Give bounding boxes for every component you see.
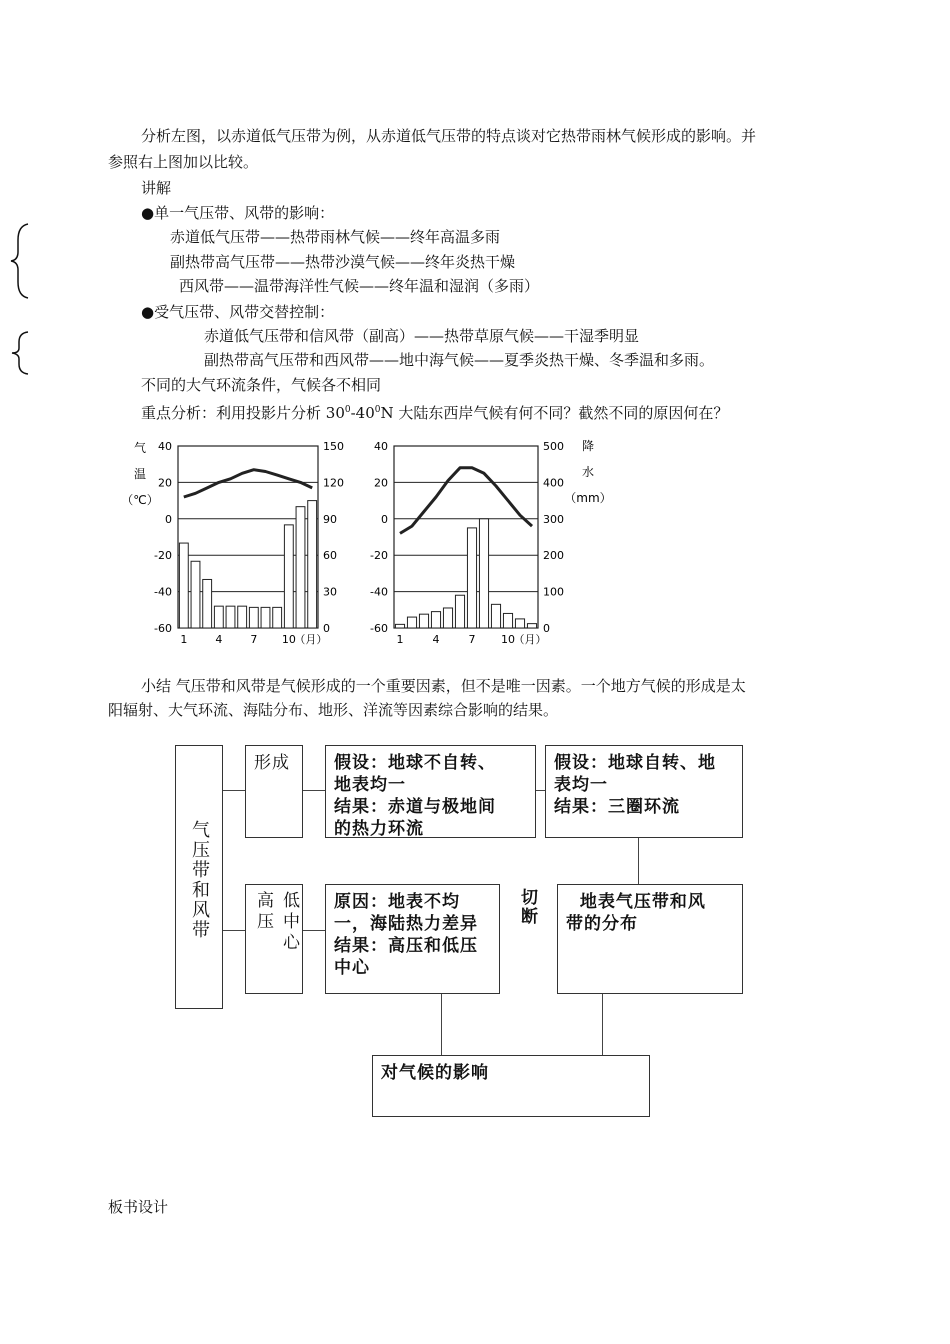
connector-main-highlow [222,930,245,931]
y-left-tick-label: -40 [370,585,388,599]
y-left-tick-label: 40 [374,440,388,453]
y-left-tick-label: 0 [381,512,388,526]
y-left-tick-label: -20 [370,549,388,563]
precip-bar [443,608,452,628]
box-surface-distribution [557,884,743,994]
precip-bar [455,595,464,628]
y-right-tick-label: 90 [323,512,337,526]
main-topic-label: 气压带和风带 [189,820,210,940]
para-key-analysis: 重点分析：利用投影片分析 $30^0-40^0N$ 大陆东西岸气候有何不同？截然不同的原因何在？ [141,404,729,422]
high-low-col1: 高压 [253,891,273,933]
precip-bar [249,607,258,628]
precip-bar [407,617,416,628]
heading-jiangjie: 讲解 [141,179,172,197]
y-left-tick-label: -60 [154,622,172,635]
y-left-tick-label: 20 [158,476,172,490]
y-right-tick-label: 120 [323,476,344,490]
item-westerlies: 西风带——温带海洋性气候——终年温和湿润（多雨） [179,277,540,295]
precip-bar [479,519,488,628]
y-right-tick-label: 60 [323,549,337,563]
box-rotation [545,745,743,838]
surface-line2: 带的分布 [566,914,638,934]
precip-bar [503,613,512,628]
x-axis-month-label: （月） [294,633,328,646]
x-tick-label: 1 [180,633,188,646]
connector-rotation-surface [638,838,639,886]
precip-bar [214,606,223,628]
y-left-axis-label: 气 [133,441,147,455]
y-left-tick-label: 0 [165,512,172,526]
rotation-line1: 假设：地球自转、地 [554,753,716,773]
precip-bar [419,614,428,628]
cut-label: 切断 [517,888,537,926]
para-analysis-line1: 分析左图，以赤道低气压带为例，从赤道低气压带的特点谈对它热带雨林气候形成的影响。并 [141,127,757,145]
box-formation [245,745,303,838]
climate-chart-west-coast [118,432,348,657]
y-right-tick-label: 400 [543,476,564,490]
box-cause [325,884,500,994]
left-brace-1 [8,222,32,300]
precip-bar [296,507,305,628]
formation-label: 形成 [254,753,290,773]
y-right-tick-label: 500 [543,440,564,453]
precip-bar [308,501,317,628]
item-savanna: 赤道低气压带和信风带（副高）——热带草原气候——干湿季明显 [204,327,640,345]
precip-bar [238,606,247,628]
y-right-tick-label: 300 [543,512,564,526]
y-right-tick-label: 0 [543,622,550,635]
climate-chart-east-coast [362,432,622,657]
plot-frame [394,446,538,628]
y-right-axis-label: 降 [581,439,595,453]
connector-surface-climate [602,993,603,1055]
box-no-rotation [325,745,536,838]
x-tick-label: 4 [432,633,440,646]
y-right-tick-label: 0 [323,622,330,635]
y-left-tick-label: 20 [374,476,388,490]
y-right-tick-label: 200 [543,549,564,563]
item-mediterranean: 副热带高气压带和西风带——地中海气候——夏季炎热干燥、冬季温和多雨。 [204,351,715,369]
x-tick-label: 7 [468,633,476,646]
cause-line1: 原因：地表不均 [334,892,460,912]
y-left-axis-label: （℃） [121,493,159,507]
y-right-tick-label: 30 [323,585,337,599]
no-rotation-line1: 假设：地球不自转、 [334,753,496,773]
box-climate-impact [372,1055,650,1117]
y-right-tick-label: 100 [543,585,564,599]
surface-line1: 地表气压带和风 [566,892,706,912]
para-analysis-line2: 参照右上图加以比较。 [108,153,259,171]
y-right-axis-label: 水 [581,465,595,479]
precip-bar [284,525,293,628]
y-right-tick-label: 150 [323,440,344,453]
y-left-tick-label: -40 [154,585,172,599]
x-tick-label: 10 [281,633,296,646]
temperature-line [184,470,312,497]
box-high-low-centers [245,884,303,994]
precip-bar [431,612,440,628]
no-rotation-line3: 结果：赤道与极地间 [334,797,496,817]
y-left-tick-label: -60 [370,622,388,635]
climate-impact-label: 对气候的影响 [381,1063,489,1083]
precip-bar [203,579,212,628]
bullet-single-control: ●单一气压带、风带的影响： [141,204,335,222]
board-design-label: 板书设计 [108,1198,169,1216]
temperature-line [400,468,532,534]
item-subtropical-high: 副热带高气压带——热带沙漠气候——终年炎热干燥 [170,253,516,271]
connector-norotation-rotation [535,790,545,791]
cause-line4: 中心 [334,958,370,978]
cause-line2: 一，海陆热力差异 [334,914,478,934]
connector-highlow-cause [302,930,325,931]
connector-main-formation [222,790,245,791]
box-main-topic [175,745,223,1009]
rotation-line3: 结果：三圈环流 [554,797,680,817]
x-tick-label: 4 [215,633,223,646]
precip-bar [527,624,536,628]
precip-bar [191,561,200,628]
para-summary-line2: 阳辐射、大气环流、海陆分布、地形、洋流等因素综合影响的结果。 [108,701,559,719]
no-rotation-line4: 的热力环流 [334,819,424,839]
no-rotation-line2: 地表均一 [334,775,406,795]
para-different-climate: 不同的大气环流条件，气候各不相同 [141,376,382,394]
precip-bar [395,624,404,628]
para-summary-line1: 小结 气压带和风带是气候形成的一个重要因素，但不是唯一因素。一个地方气候的形成是太 [141,677,746,695]
bullet-alternate-control: ●受气压带、风带交替控制： [141,303,335,321]
precip-bar [226,606,235,628]
precip-bar [261,607,270,628]
y-left-tick-label: -20 [154,549,172,563]
y-right-axis-label: （mm） [564,491,612,505]
connector-formation-norotation [302,790,325,791]
precip-bar [467,528,476,628]
high-low-col2: 低中心 [279,891,299,954]
y-left-axis-label: 温 [133,467,147,481]
connector-cause-climate [441,993,442,1055]
precip-bar [273,607,282,628]
item-equatorial-low: 赤道低气压带——热带雨林气候——终年高温多雨 [170,228,501,246]
x-axis-month-label: （月） [513,633,547,646]
precip-bar [179,543,188,628]
x-tick-label: 1 [396,633,404,646]
precip-bar [491,604,500,628]
rotation-line2: 表均一 [554,775,608,795]
cause-line3: 结果：高压和低压 [334,936,478,956]
x-tick-label: 10 [501,633,515,646]
precip-bar [515,619,524,628]
x-tick-label: 7 [250,633,258,646]
y-left-tick-label: 40 [158,440,172,453]
left-brace-2 [8,330,32,376]
